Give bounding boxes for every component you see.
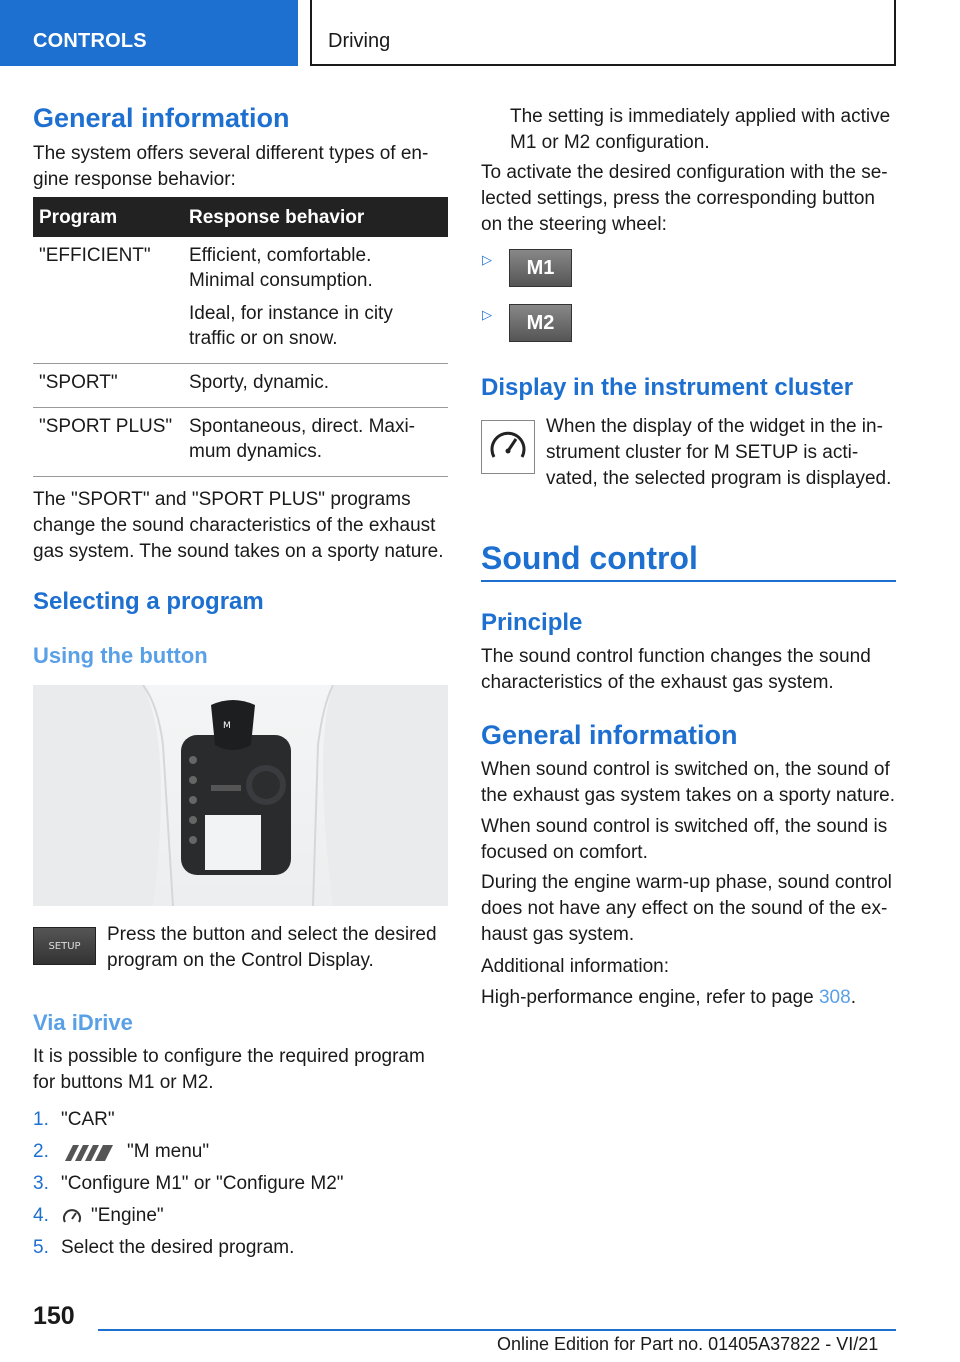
- table-row: [33, 408, 448, 477]
- setup-label: SETUP: [48, 940, 81, 952]
- program-table: [33, 197, 448, 477]
- chapter-title: Driving: [328, 30, 391, 52]
- page-link[interactable]: 308: [818, 987, 851, 1008]
- table-row: [33, 364, 448, 408]
- table-row: [33, 237, 448, 364]
- applied-text: The setting is immediately applied with active M1 or M2 configuration.: [510, 106, 891, 153]
- center-console-illustration: [33, 685, 448, 906]
- engine-gauge-icon: [62, 1207, 82, 1227]
- principle-text: The sound control function changes the sound characteristics of the exhaust gas system.: [481, 646, 871, 693]
- behavior-cell: Sporty, dynamic.: [183, 364, 448, 408]
- step-number: 1.: [33, 1109, 49, 1130]
- svg-text:M: M: [223, 721, 231, 731]
- center-console-photo: [33, 685, 448, 906]
- table-header-program: Program: [33, 197, 183, 237]
- press-text: Press the button and select the desired program on the Control Display.: [107, 924, 437, 971]
- program-cell: "SPORT": [33, 364, 183, 408]
- bullet-triangle-icon: ▷: [482, 307, 492, 322]
- refer-end: .: [850, 987, 856, 1008]
- m2-button-icon: [509, 304, 572, 342]
- sound-on-text: When sound control is switched on, the sound of the exhaust gas system takes on a sporty nature.: [481, 759, 896, 806]
- step-text: "Engine": [91, 1205, 164, 1226]
- behavior-cell: [183, 237, 448, 364]
- display-heading: Display in the instrument cluster: [481, 374, 854, 401]
- additional-info-label: Additional information:: [481, 956, 669, 977]
- general-info-heading-2: General information: [481, 720, 738, 750]
- sound-off-text: When sound control is switched off, the sound is focused on comfort.: [481, 816, 888, 863]
- refer-paragraph: [481, 985, 896, 1011]
- principle-heading: Principle: [481, 609, 583, 636]
- m1-label: M1: [526, 256, 555, 279]
- section-title: CONTROLS: [33, 30, 147, 52]
- program-cell: "EFFICIENT": [33, 237, 183, 364]
- step-number: 5.: [33, 1237, 49, 1258]
- activate-text: To activate the desired configuration with the se-lected settings, press the corresponding button on the steering wheel:: [481, 162, 888, 235]
- warmup-text: During the engine warm-up phase, sound control does not have any effect on the sound of the ex-haust gas system.: [481, 872, 892, 945]
- selecting-heading: Selecting a program: [33, 588, 264, 615]
- refer-text: High-performance engine, refer to page: [481, 987, 819, 1008]
- edition-text: Online Edition for Part no. 01405A37822 - VI/21: [497, 1334, 879, 1354]
- display-text: When the display of the widget in the in-strument cluster for M SETUP is acti-vated, the selected program is displayed.: [546, 416, 892, 489]
- page-number: 150: [33, 1302, 75, 1330]
- behavior-cell: Spontaneous, direct. Maxi-mum dynamics.: [183, 408, 448, 477]
- step-text: "Configure M1" or "Configure M2": [61, 1173, 344, 1194]
- program-cell: "SPORT PLUS": [33, 408, 183, 477]
- general-info-text: The system offers several different types of en-gine response behavior:: [33, 143, 429, 190]
- idrive-text: It is possible to configure the required program for buttons M1 or M2.: [33, 1046, 425, 1093]
- behavior-text-2: Ideal, for instance in city traffic or on snow.: [189, 303, 393, 349]
- step-text: Select the desired program.: [61, 1237, 295, 1258]
- section-divider: [481, 580, 896, 582]
- step-text: "CAR": [61, 1109, 115, 1130]
- instrument-gauge-icon: [481, 420, 535, 474]
- behavior-text: Efficient, comfortable. Minimal consumption.: [189, 245, 373, 291]
- step-number: 3.: [33, 1173, 49, 1194]
- section-tab: [0, 0, 298, 66]
- idrive-heading: Via iDrive: [33, 1010, 133, 1035]
- step-text: "M menu": [127, 1141, 210, 1162]
- step-number: 2.: [33, 1141, 49, 1162]
- chapter-tab: [310, 0, 896, 66]
- sound-control-heading: Sound control: [481, 540, 698, 576]
- sound-note: The "SPORT" and "SPORT PLUS" programs change the sound characteristics of the exhaust gas system. The sound takes on a sporty nature.: [33, 489, 444, 562]
- footer-divider: [98, 1329, 896, 1331]
- step-number: 4.: [33, 1205, 49, 1226]
- table-header-behavior: Response behavior: [183, 197, 448, 237]
- using-button-heading: Using the button: [33, 643, 208, 668]
- setup-button-icon: [33, 927, 96, 965]
- m1-button-icon: [509, 249, 572, 287]
- general-info-heading: General information: [33, 103, 290, 133]
- m2-label: M2: [526, 311, 555, 334]
- m-logo-icon: [61, 1145, 115, 1161]
- bullet-triangle-icon: ▷: [482, 252, 492, 267]
